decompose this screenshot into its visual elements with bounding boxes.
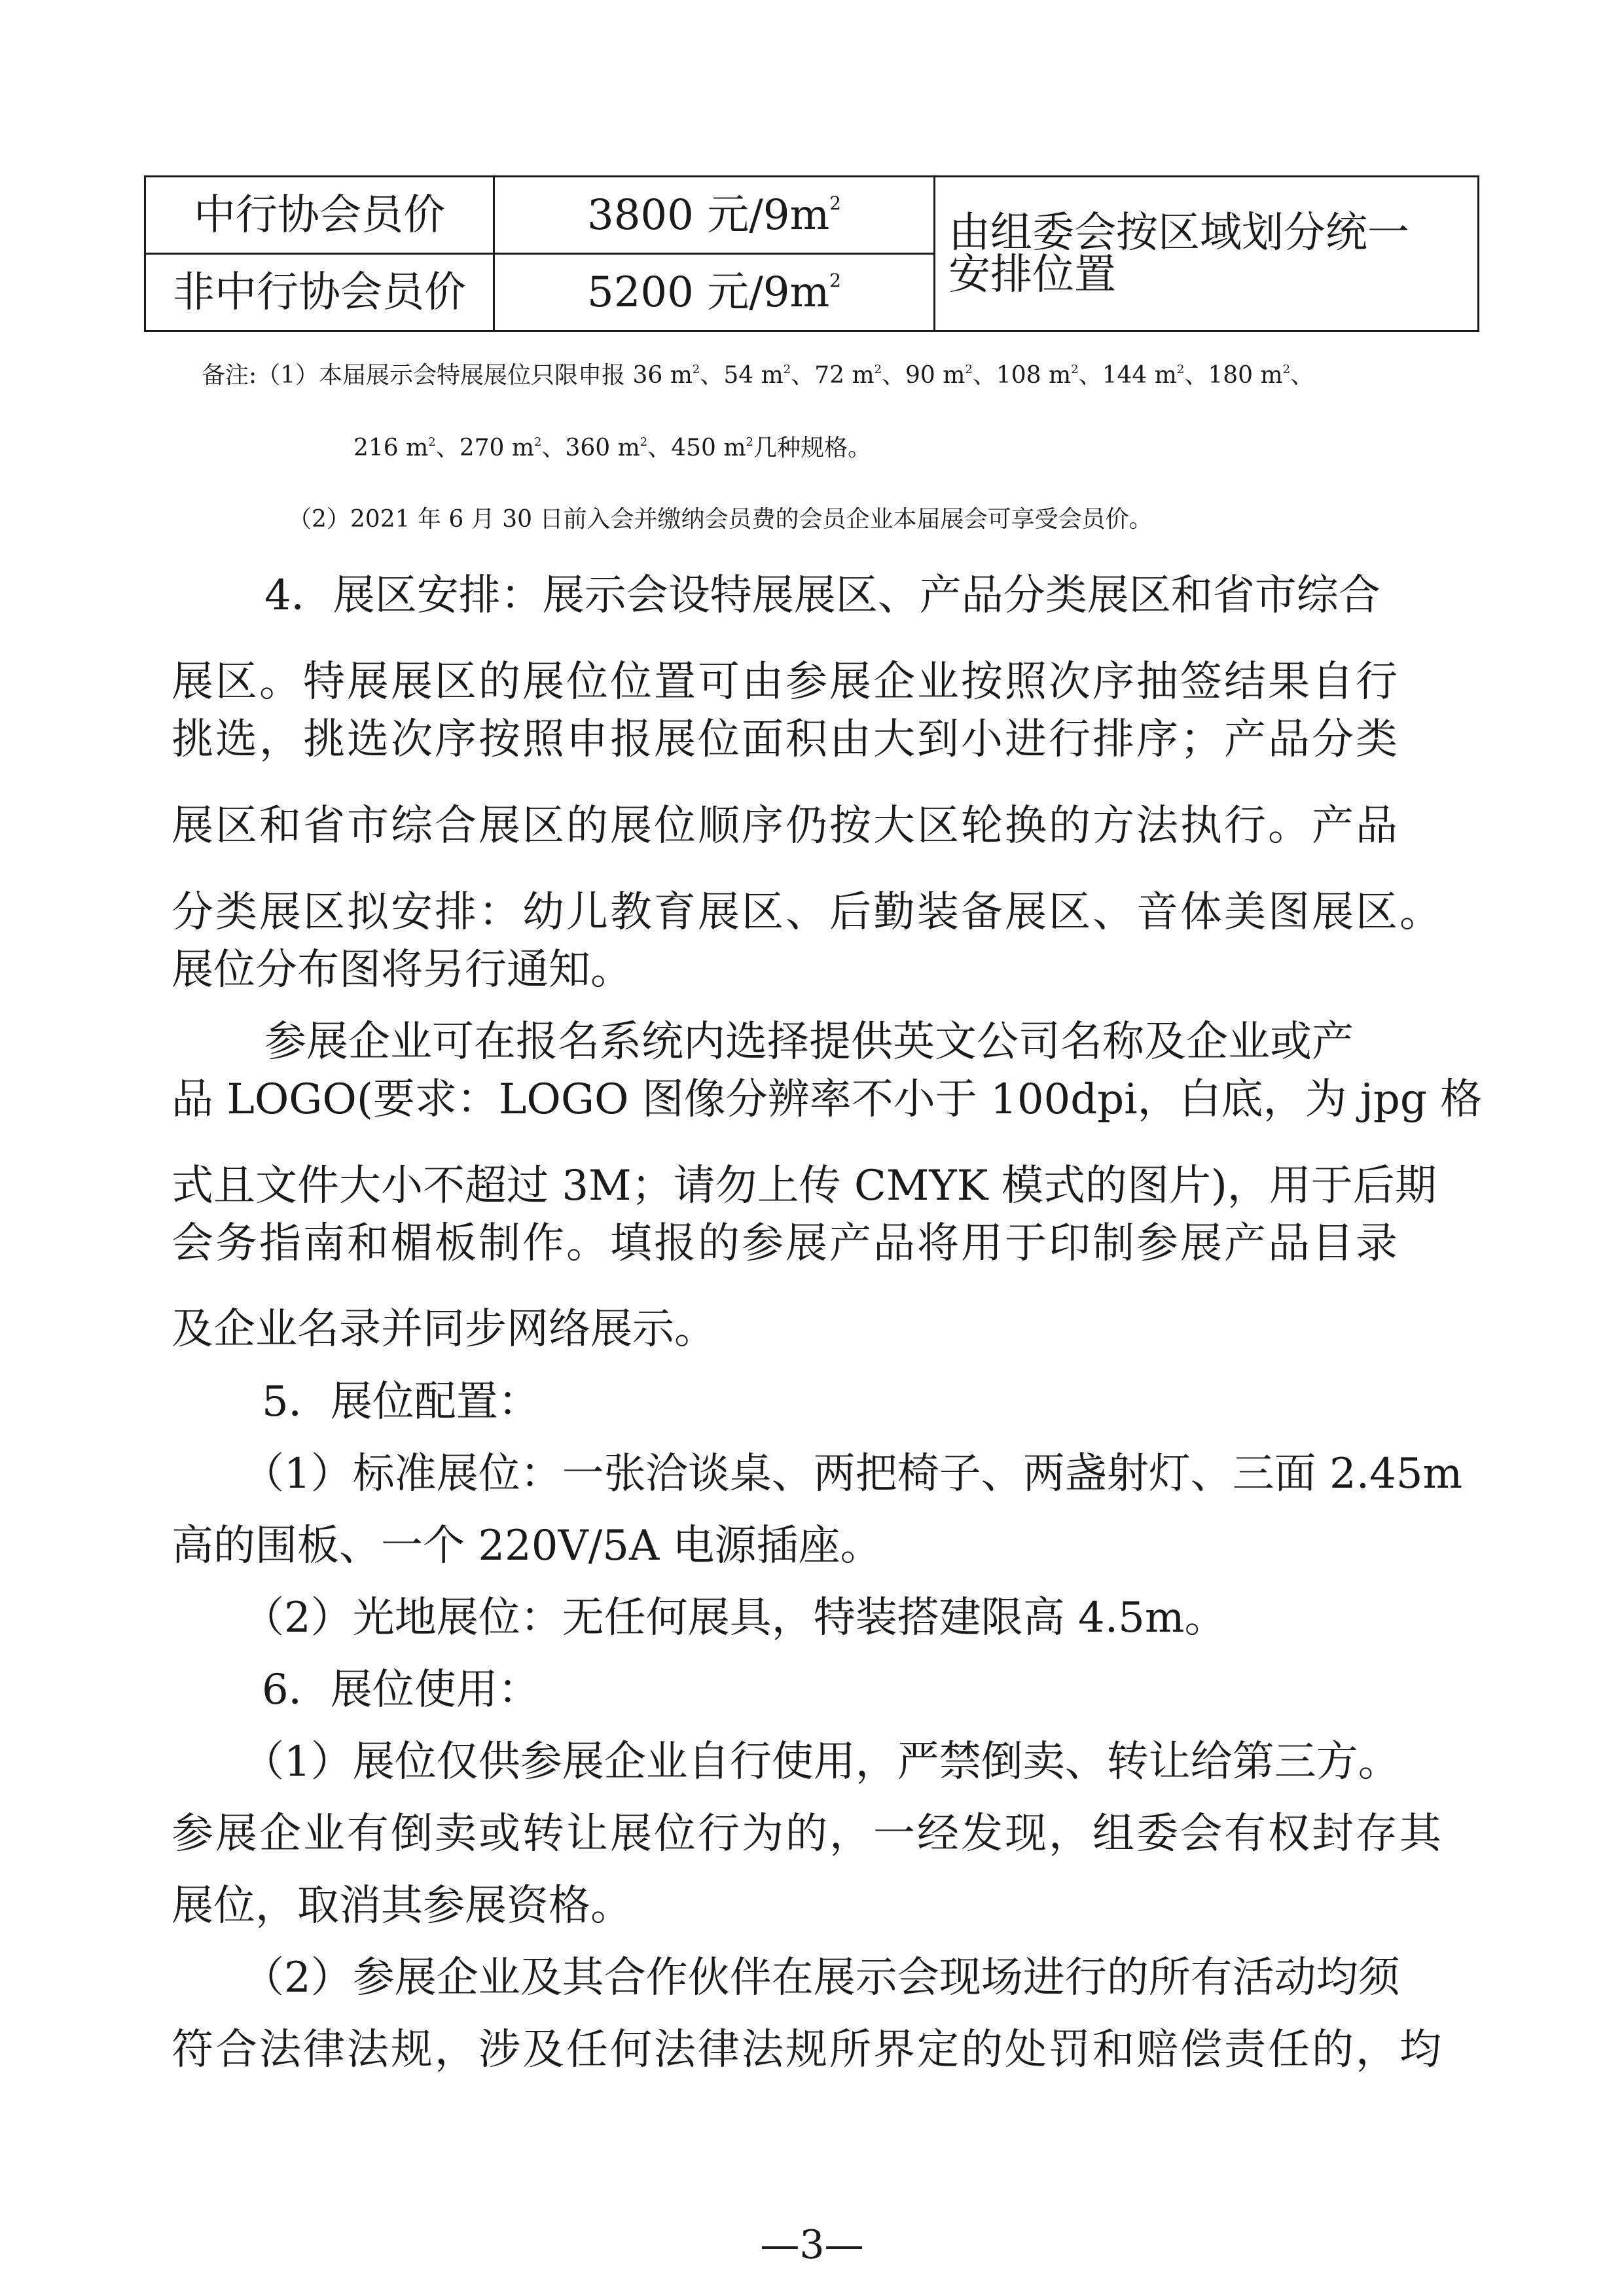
size-sup: 2 (874, 363, 882, 376)
arrangement-line-1: 由组委会按区域划分统一 (948, 208, 1409, 257)
size-item: 、 (1290, 362, 1314, 389)
note-line-3: （2）2021 年 6 月 30 日前入会并缴纳会员费的会员企业本届展会可享受会员价。 (288, 506, 1153, 533)
paragraph-line: 品 LOGO(要求：LOGO 图像分辨率不小于 100dpi，白底，为 jpg 格 (171, 1075, 1483, 1124)
section-4-heading-line: 4．展区安排：展示会设特展展区、产品分类展区和省市综合 (264, 571, 1380, 620)
size-sup: 2 (1176, 363, 1185, 376)
size-item: 、270 m (435, 435, 535, 461)
size-sup: 2 (692, 363, 700, 376)
nonmember-price: 5200 元/9m (586, 268, 830, 317)
paragraph-line: 分类展区拟安排：幼儿教育展区、后勤装备展区、音体美图展区。 (171, 888, 1443, 937)
member-label-cell: 中行协会员价 (145, 177, 494, 254)
note-line-1 (202, 364, 1314, 387)
size-sup: 2 (534, 435, 542, 449)
paragraph-line: （2）光地展位：无任何展具，特装搭建限高 4.5m。 (242, 1594, 1227, 1642)
paragraph-line: 展区。特展展区的展位位置可由参展企业按照次序抽签结果自行 (171, 658, 1399, 706)
arrangement-line-2: 安排位置 (948, 250, 1116, 299)
arrangement-cell (935, 177, 1479, 331)
nonmember-price-sup: 2 (829, 269, 841, 291)
note-line-2 (353, 437, 871, 460)
paragraph-line: 及企业名录并同步网络展示。 (171, 1305, 716, 1354)
paragraph-line: （1）展位仅供参展企业自行使用，严禁倒卖、转让给第三方。 (242, 1738, 1400, 1786)
paragraph-line: 展区和省市综合展区的展位顺序仍按大区轮换的方法执行。产品 (171, 802, 1399, 850)
sizes-suffix: 几种规格。 (753, 435, 872, 461)
paragraph-line: （1）标准展位：一张洽谈桌、两把椅子、两盏射灯、三面 2.45m (242, 1450, 1463, 1498)
size-item: 36 m (632, 362, 693, 389)
size-item: 216 m (353, 435, 429, 461)
member-price-cell (494, 177, 935, 254)
paragraph-line: 会务指南和楣板制作。填报的参展产品将用于印制参展产品目录 (171, 1219, 1399, 1268)
section-6-heading: 6．展位使用： (262, 1666, 540, 1714)
section-5-heading: 5．展位配置： (262, 1378, 540, 1426)
size-item: 、108 m (972, 362, 1072, 389)
paragraph-line: 参展企业有倒卖或转让展位行为的，一经发现，组委会有权封存其 (171, 1810, 1443, 1858)
paragraph-line: 挑选，挑选次序按照申报展位面积由大到小进行排序；产品分类 (171, 715, 1399, 764)
nonmember-price-cell (494, 254, 935, 331)
paragraph-line: 高的围板、一个 220V/5A 电源插座。 (171, 1522, 882, 1570)
size-item: 、450 m (647, 435, 746, 461)
size-item: 、360 m (541, 435, 640, 461)
member-price-sup: 2 (829, 192, 841, 214)
price-table (144, 175, 1479, 332)
note1-prefix: 备注:（1）本届展示会特展展位只限申报 (202, 362, 626, 389)
size-item: 、54 m (700, 362, 784, 389)
size-sup: 2 (1071, 363, 1079, 376)
table-row (145, 177, 1479, 254)
paragraph-line: 参展企业可在报名系统内选择提供英文公司名称及企业或产 (264, 1018, 1354, 1066)
size-sup: 2 (965, 363, 973, 376)
size-sup: 2 (1282, 363, 1291, 376)
nonmember-label-cell: 非中行协会员价 (145, 254, 494, 331)
paragraph-line: 式且文件大小不超过 3M；请勿上传 CMYK 模式的图片)，用于后期 (171, 1162, 1437, 1210)
page-number: —3— (760, 2222, 864, 2268)
size-sup: 2 (783, 363, 791, 376)
size-item: 、90 m (882, 362, 965, 389)
member-price: 3800 元/9m (586, 190, 830, 240)
paragraph-line: 展位分布图将另行通知。 (171, 946, 632, 994)
size-sup: 2 (428, 435, 436, 449)
paragraph-line: 符合法律法规，涉及任何法律法规所界定的处罚和赔偿责任的，均 (171, 2026, 1443, 2074)
size-item: 、144 m (1078, 362, 1177, 389)
size-item: 、72 m (791, 362, 875, 389)
size-item: 、180 m (1184, 362, 1283, 389)
paragraph-line: （2）参展企业及其合作伙伴在展示会现场进行的所有活动均须 (242, 1954, 1400, 2002)
size-sup: 2 (640, 435, 648, 449)
paragraph-line: 展位，取消其参展资格。 (171, 1882, 632, 1930)
size-sup: 2 (746, 435, 753, 449)
